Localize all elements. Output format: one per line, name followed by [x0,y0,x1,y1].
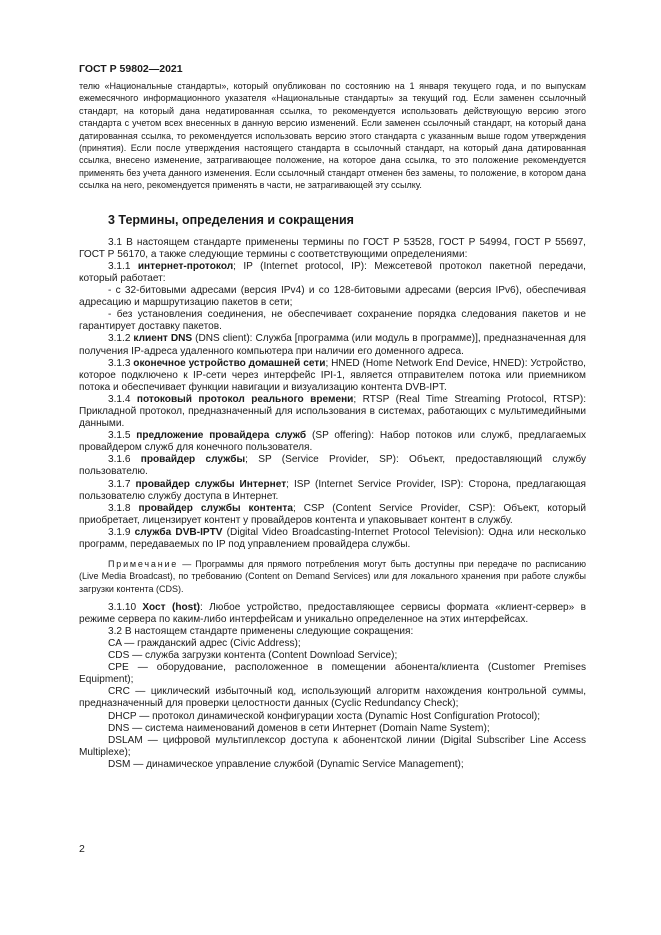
abbrev-crc: CRC — циклический избыточный код, использующий алгоритм нахождения контрольной суммы, предназначенный для проверки целостности данных (Cyclic Redundancy Check); [79,686,586,710]
term-3-1-3: 3.1.3 оконечное устройство домашней сети; HNED (Home Network End Device, HNED): Устройство, которое подключено к IP-сети через интерфейс IPI-1, является отправителем потока или приемником потока и обеспечивает функции навигации и визуализацию контента DVB-IPT. [79,357,586,393]
paragraph-3-1: 3.1 В настоящем стандарте применены термины по ГОСТ Р 53528, ГОСТ Р 54994, ГОСТ Р 55697, ГОСТ Р 56170, а также следующие термины с соответствующими определениями: [79,236,586,260]
page-number: 2 [79,843,85,855]
term-3-1-5: 3.1.5 предложение провайдера служб (SP offering): Набор потоков или служб, предлагаемых провайдером служб для конечного пользователя. [79,430,586,454]
ip-item-2: - без установления соединения, не обеспечивает сохранение порядка следования пакетов и не гарантирует доставку пакетов. [79,309,586,333]
abbrev-dhcp: DHCP — протокол динамической конфигурации хоста (Dynamic Host Configuration Protocol); [108,710,541,722]
abbrev-dsm: DSM — динамическое управление службой (Dynamic Service Management); [108,758,464,770]
note-label: Примечание [108,559,179,570]
page-body [79,80,586,771]
term-3-1-8: 3.1.8 провайдер службы контента; CSP (Content Service Provider, CSP): Объект, который приобретает, лицензирует контент у провайдеров контента и упаковывает контент в службу. [79,502,586,526]
abbrev-cds: CDS — служба загрузки контента (Content Download Service); [108,650,398,662]
term-3-1-1: 3.1.1 интернет-протокол; IP (Internet protocol, IP): Межсетевой протокол пакетной передачи, который работает: [79,260,586,284]
term-3-1-7: 3.1.7 провайдер службы Интернет; ISP (Internet Service Provider, ISP): Сторона, предлагающая пользователю службу доступа в Интернет. [79,478,586,502]
term-3-1-2: 3.1.2 клиент DNS (DNS client): Служба [программа (или модуль в программе)], предназначенная для получения IP-адреса удаленного компьютера при наличии его доменного адреса. [79,333,586,357]
note [79,558,586,595]
note-text: — Программы для прямого потребления могут быть доступны при передаче по расписанию (Live Media Broadcast), по требованию (Content on Demand Services) или для локального хранения при работе службы загрузки контента (CDS). [79,559,586,594]
document-header: ГОСТ Р 59802—2021 [79,63,183,75]
ip-item-1: - с 32-битовыми адресами (версия IPv4) и со 128-битовыми адресами (версия IPv6), обеспечивая адресацию и маршрутизацию пакетов в сети; [79,285,586,309]
abbrev-ca: CA — гражданский адрес (Civic Address); [108,637,301,649]
section-title: 3 Термины, определения и сокращения [108,212,354,227]
abbrev-cpe: CPE — оборудование, расположенное в помещении абонента/клиента (Customer Premises Equipment); [79,662,586,686]
paragraph-3-2: 3.2 В настоящем стандарте применены следующие сокращения: [108,625,414,637]
abbrev-dslam: DSLAM — цифровой мультиплексор доступа к абонентской линии (Digital Subscriber Line Access Multiplexe); [79,734,586,758]
abbrev-dns: DNS — система наименований доменов в сети Интернет (Domain Name System); [108,722,490,734]
term-3-1-10: 3.1.10 Хост (host): Любое устройство, предоставляющее сервисы формата «клиент-сервер» в режиме сервера по каким-либо интерфейсам и уникально определенное на этих интерфейсах. [79,601,586,625]
term-3-1-6: 3.1.6 провайдер службы; SP (Service Provider, SP): Объект, предоставляющий службу пользователю. [79,454,586,478]
term-3-1-9: 3.1.9 служба DVB-IPTV (Digital Video Broadcasting-Internet Protocol Television): Одна или несколько программ, передаваемых по IP под управлением провайдера службы. [79,526,586,550]
intro-paragraph: телю «Национальные стандарты», который опубликован по состоянию на 1 января текущего года, и по выпускам ежемесячного информационного указателя «Национальные стандарты» за текущий год. Если заменен ссылочный стандарт, на который дана недатированная ссылка, то рекомендуется использовать действующую версию этого стандарта с учетом всех внесенных в данную версию изменений. Если заменен ссылочный стандарт, на который дана датированная ссылка, то рекомендуется использовать версию этого стандарта с указанным выше годом утверждения (принятия). Если после утверждения настоящего стандарта в ссылочный стандарт, на который дана датированная ссылка, внесено изменение, затрагивающее положение, на которое дана ссылка, то это положение рекомендуется применять без учета данного изменения. Если ссылочный стандарт отменен без замены, то положение, в котором дана ссылка на него, рекомендуется применять в части, не затрагивающей эту ссылку. [79,81,586,191]
term-3-1-4: 3.1.4 потоковый протокол реального времени; RTSP (Real Time Streaming Protocol, RTSP): Прикладной протокол, предназначенный для использования в системах, работающих с мультимедийными данными. [79,393,587,430]
